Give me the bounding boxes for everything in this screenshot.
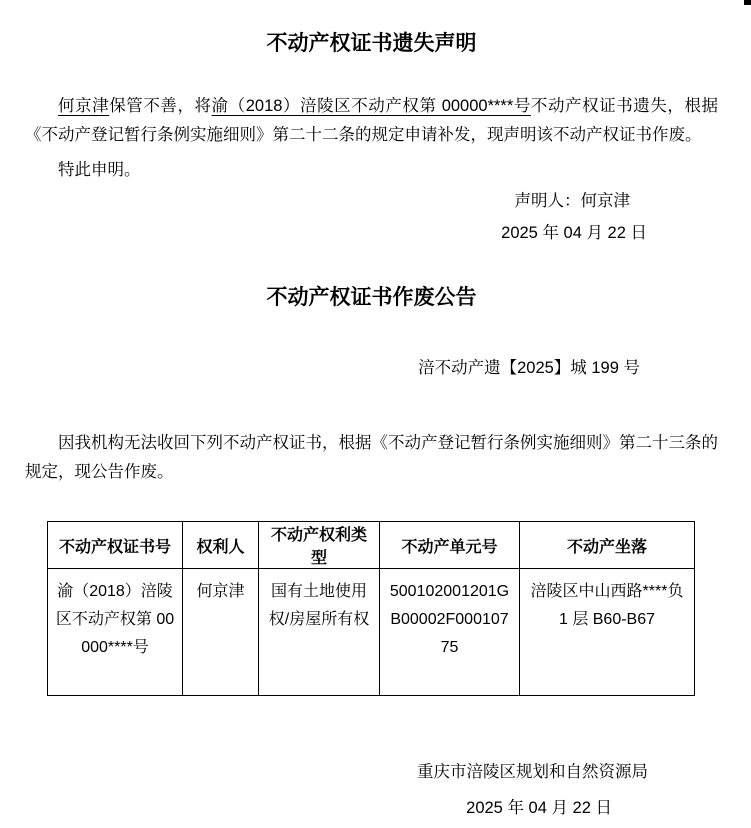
header-certificate-number: 不动产权证书号 (48, 522, 183, 569)
cell-property-location: 涪陵区中山西路****负 1 层 B60-B67 (520, 569, 695, 696)
cell-right-holder: 何京津 (183, 569, 259, 696)
header-unit-number: 不动产单元号 (380, 522, 520, 569)
table-header-row (48, 522, 695, 569)
cell-certificate-number: 渝（2018）涪陵区不动产权第 00000****号 (48, 569, 183, 696)
notice-date: 2025 年 04 月 22 日 (466, 799, 612, 817)
declarant-signature: 声明人：何京津 (514, 192, 630, 210)
declaration-date: 2025 年 04 月 22 日 (501, 224, 647, 242)
holder-name-underlined: 何京津 (58, 97, 110, 115)
invalidation-notice-title: 不动产权证书作废公告 (266, 286, 477, 309)
loss-declaration-title: 不动产权证书遗失声明 (266, 32, 477, 55)
declaration-text-rest: 不动产权证书遗失，根据《不动产登记暂行条例实施细则》第二十二条的规定申请补发，现声明该不动产权证书作废。 (25, 97, 719, 144)
cell-right-type: 国有土地使用权/房屋所有权 (259, 569, 380, 696)
header-property-location: 不动产坐落 (520, 522, 695, 569)
issuing-authority: 重庆市涪陵区规划和自然资源局 (417, 763, 648, 781)
table-row (48, 569, 695, 696)
loss-declaration-paragraph (25, 92, 718, 150)
closing-statement: 特此申明。 (58, 161, 141, 179)
declaration-text-mid: 保管不善，将 (109, 97, 212, 115)
cell-unit-number: 500102001201GB00002F00010775 (380, 569, 520, 696)
header-right-holder: 权利人 (183, 522, 259, 569)
certificate-table (47, 521, 695, 696)
certificate-number-underlined: 渝（2018）涪陵区不动产权第 00000****号 (211, 97, 531, 115)
invalidation-notice-paragraph: 因我机构无法收回下列不动产权证书，根据《不动产登记暂行条例实施细则》第二十三条的规定，现公告作废。 (25, 434, 718, 481)
header-right-type: 不动产权利类型 (259, 522, 380, 569)
scan-corner-artifact (744, 0, 751, 5)
notice-document-number: 涪不动产遗【2025】城 199 号 (418, 359, 640, 377)
